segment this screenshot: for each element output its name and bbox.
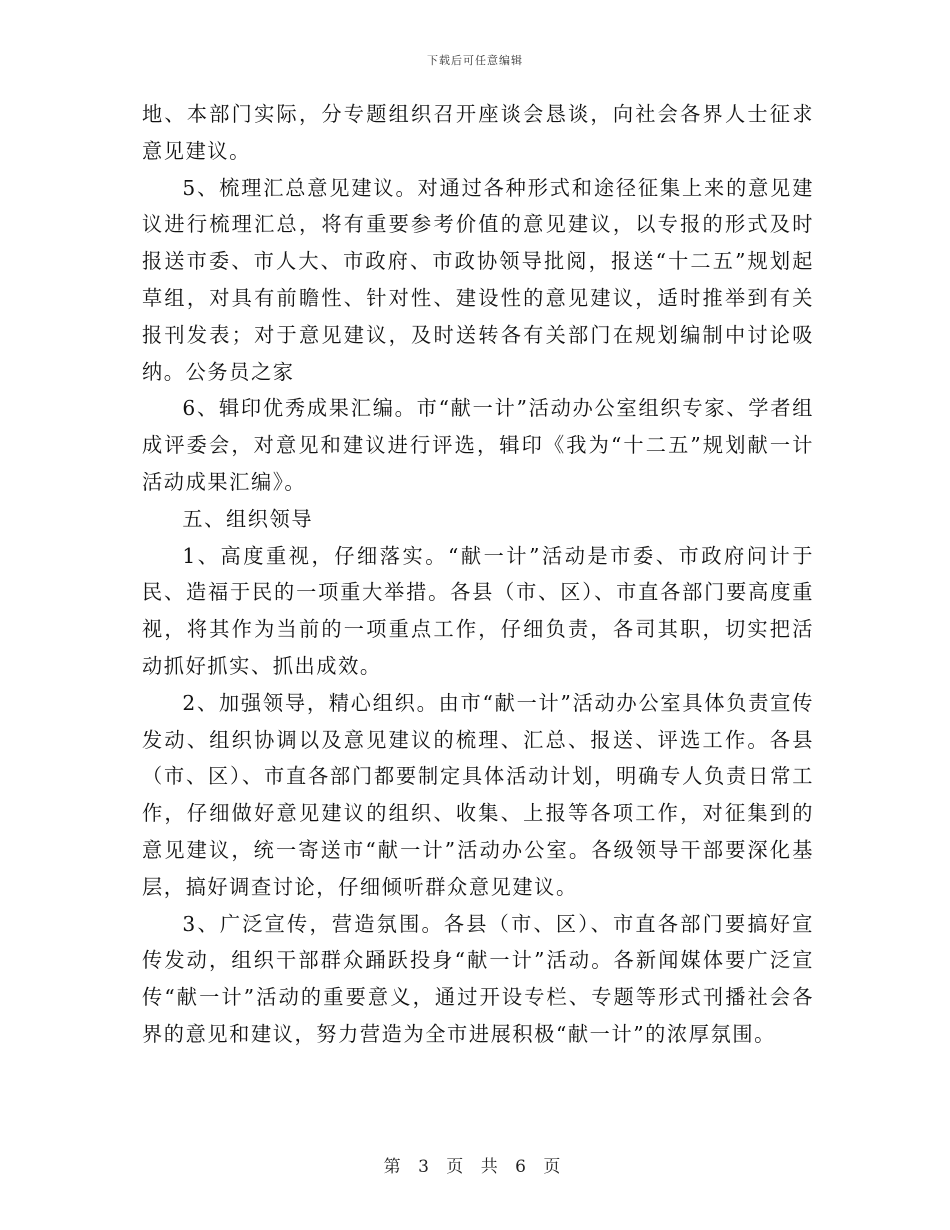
page-footer: 第 3 页 共 6 页 xyxy=(383,1157,567,1177)
paragraph-item-5: 5、梳理汇总意见建议。对通过各种形式和途径征集上来的意见建议进行梳理汇总，将有重要参考价值的意见建议，以专报的形式及时报送市委、市人大、市政府、市政协领导批阅，报送“十二五”规划起草组，对具有前瞻性、针对性、建设性的意见建议，适时推举到有关报刊发表；对于意见建议，及时送转各有关部门在规划编制中讨论吸纳。公务员之家 xyxy=(142,175,814,384)
paragraph-leadership-1: 1、高度重视，仔细落实。“献一计”活动是市委、市政府问计于民、造福于民的一项重大举措。各县（市、区）、市直各部门要高度重视，将其作为当前的一项重点工作，仔细负责，各司其职，切实把活动抓好抓实、抓出成效。 xyxy=(142,543,814,678)
document-body xyxy=(142,96,814,1053)
page-header: 下载后可任意编辑 xyxy=(427,54,523,67)
paragraph-leadership-2: 2、加强领导，精心组织。由市“献一计”活动办公室具体负责宣传发动、组织协调以及意见建议的梳理、汇总、报送、评选工作。各县（市、区）、市直各部门都要制定具体活动计划，明确专人负责日常工作，仔细做好意见建议的组织、收集、上报等各项工作，对征集到的意见建议，统一寄送市“献一计”活动办公室。各级领导干部要深化基层，搞好调查讨论，仔细倾听群众意见建议。 xyxy=(142,690,814,899)
paragraph-continuation: 地、本部门实际，分专题组织召开座谈会恳谈，向社会各界人士征求意见建议。 xyxy=(142,102,814,163)
section-heading: 五、组织领导 xyxy=(182,506,314,531)
paragraph-leadership-3: 3、广泛宣传，营造氛围。各县（市、区）、市直各部门要搞好宣传发动，组织干部群众踊跃投身“献一计”活动。各新闻媒体要广泛宣传“献一计”活动的重要意义，通过开设专栏、专题等形式刊播社会各界的意见和建议，努力营造为全市进展积极“献一计”的浓厚氛围。 xyxy=(142,911,814,1046)
paragraph-item-6: 6、辑印优秀成果汇编。市“献一计”活动办公室组织专家、学者组成评委会，对意见和建议进行评选，辑印《我为“十二五”规划献一计活动成果汇编》。 xyxy=(142,396,814,494)
